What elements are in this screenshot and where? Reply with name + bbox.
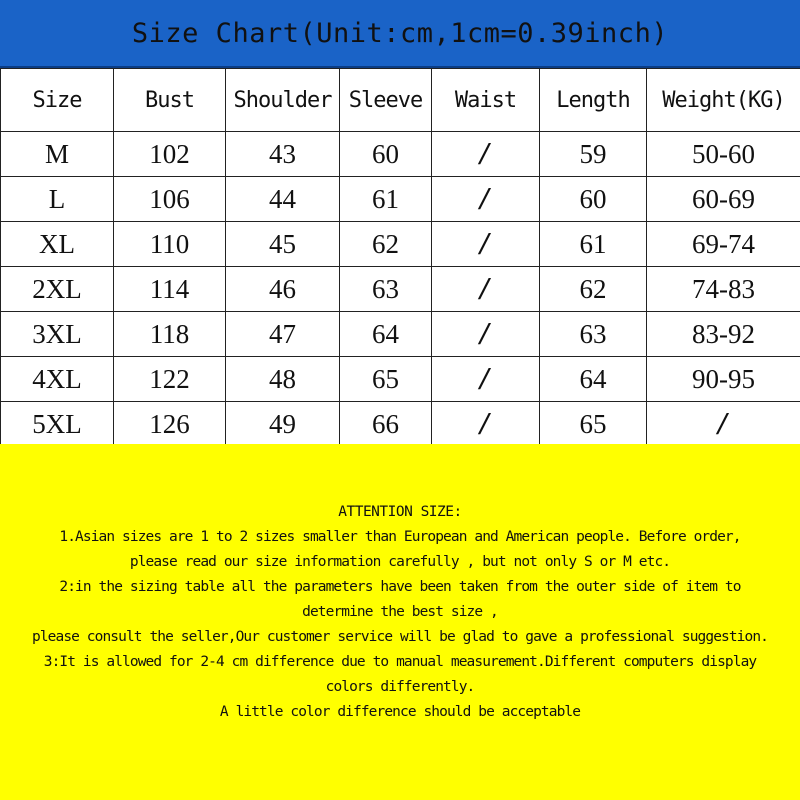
- column-header-weight: Weight(KG): [647, 69, 800, 132]
- cell-shoulder: 48: [226, 357, 340, 402]
- cell-length: 65: [540, 402, 647, 447]
- cell-size: M: [1, 132, 114, 177]
- cell-sleeve: 60: [340, 132, 432, 177]
- cell-bust: 106: [114, 177, 226, 222]
- cell-waist: /: [432, 312, 540, 357]
- table-row: [1, 402, 800, 447]
- table-row: [1, 312, 800, 357]
- cell-size: 2XL: [1, 267, 114, 312]
- page-title: Size Chart(Unit:cm,1cm=0.39inch): [131, 17, 669, 49]
- cell-length: 61: [540, 222, 647, 267]
- notice-line: A little color difference should be acceptable: [219, 704, 581, 720]
- size-chart-header: [0, 0, 800, 68]
- cell-size: 5XL: [1, 402, 114, 447]
- cell-shoulder: 46: [226, 267, 340, 312]
- cell-weight: 90-95: [647, 357, 800, 402]
- cell-weight: 60-69: [647, 177, 800, 222]
- cell-bust: 126: [114, 402, 226, 447]
- cell-waist: /: [432, 222, 540, 267]
- cell-sleeve: 64: [340, 312, 432, 357]
- cell-bust: 114: [114, 267, 226, 312]
- cell-length: 60: [540, 177, 647, 222]
- column-header-size: Size: [1, 69, 114, 132]
- cell-shoulder: 47: [226, 312, 340, 357]
- cell-sleeve: 61: [340, 177, 432, 222]
- cell-waist: /: [432, 177, 540, 222]
- attention-notice: [0, 444, 800, 800]
- cell-bust: 102: [114, 132, 226, 177]
- cell-weight: 74-83: [647, 267, 800, 312]
- table-row: [1, 357, 800, 402]
- notice-line: please read our size information carefully , but not only S or M etc.: [129, 554, 671, 570]
- cell-size: L: [1, 177, 114, 222]
- table-row: [1, 267, 800, 312]
- notice-heading: ATTENTION SIZE:: [338, 504, 462, 520]
- cell-shoulder: 43: [226, 132, 340, 177]
- notice-line: 2:in the sizing table all the parameters have been taken from the outer side of item to: [59, 579, 741, 595]
- cell-sleeve: 65: [340, 357, 432, 402]
- cell-weight: /: [647, 402, 800, 447]
- cell-length: 63: [540, 312, 647, 357]
- table-header-row: [1, 69, 800, 132]
- notice-line: 1.Asian sizes are 1 to 2 sizes smaller than European and American people. Before order,: [59, 529, 741, 545]
- notice-line: please consult the seller,Our customer service will be glad to gave a professional suggestion.: [32, 629, 768, 645]
- cell-sleeve: 66: [340, 402, 432, 447]
- column-header-length: Length: [540, 69, 647, 132]
- cell-weight: 69-74: [647, 222, 800, 267]
- cell-length: 64: [540, 357, 647, 402]
- cell-waist: /: [432, 402, 540, 447]
- cell-bust: 118: [114, 312, 226, 357]
- cell-waist: /: [432, 267, 540, 312]
- cell-shoulder: 49: [226, 402, 340, 447]
- table-row: [1, 222, 800, 267]
- cell-length: 59: [540, 132, 647, 177]
- cell-weight: 83-92: [647, 312, 800, 357]
- cell-bust: 122: [114, 357, 226, 402]
- cell-shoulder: 44: [226, 177, 340, 222]
- cell-bust: 110: [114, 222, 226, 267]
- cell-size: 3XL: [1, 312, 114, 357]
- notice-line: colors differently.: [325, 679, 475, 695]
- notice-line: 3:It is allowed for 2-4 cm difference due to manual measurement.Different computers display: [43, 654, 757, 670]
- notice-line: determine the best size ,: [302, 604, 498, 620]
- cell-length: 62: [540, 267, 647, 312]
- cell-size: 4XL: [1, 357, 114, 402]
- table-row: [1, 132, 800, 177]
- cell-sleeve: 63: [340, 267, 432, 312]
- column-header-bust: Bust: [114, 69, 226, 132]
- column-header-shoulder: Shoulder: [226, 69, 340, 132]
- cell-waist: /: [432, 357, 540, 402]
- table-row: [1, 177, 800, 222]
- size-table: [0, 68, 800, 447]
- cell-weight: 50-60: [647, 132, 800, 177]
- cell-size: XL: [1, 222, 114, 267]
- cell-shoulder: 45: [226, 222, 340, 267]
- column-header-waist: Waist: [432, 69, 540, 132]
- column-header-sleeve: Sleeve: [340, 69, 432, 132]
- cell-waist: /: [432, 132, 540, 177]
- cell-sleeve: 62: [340, 222, 432, 267]
